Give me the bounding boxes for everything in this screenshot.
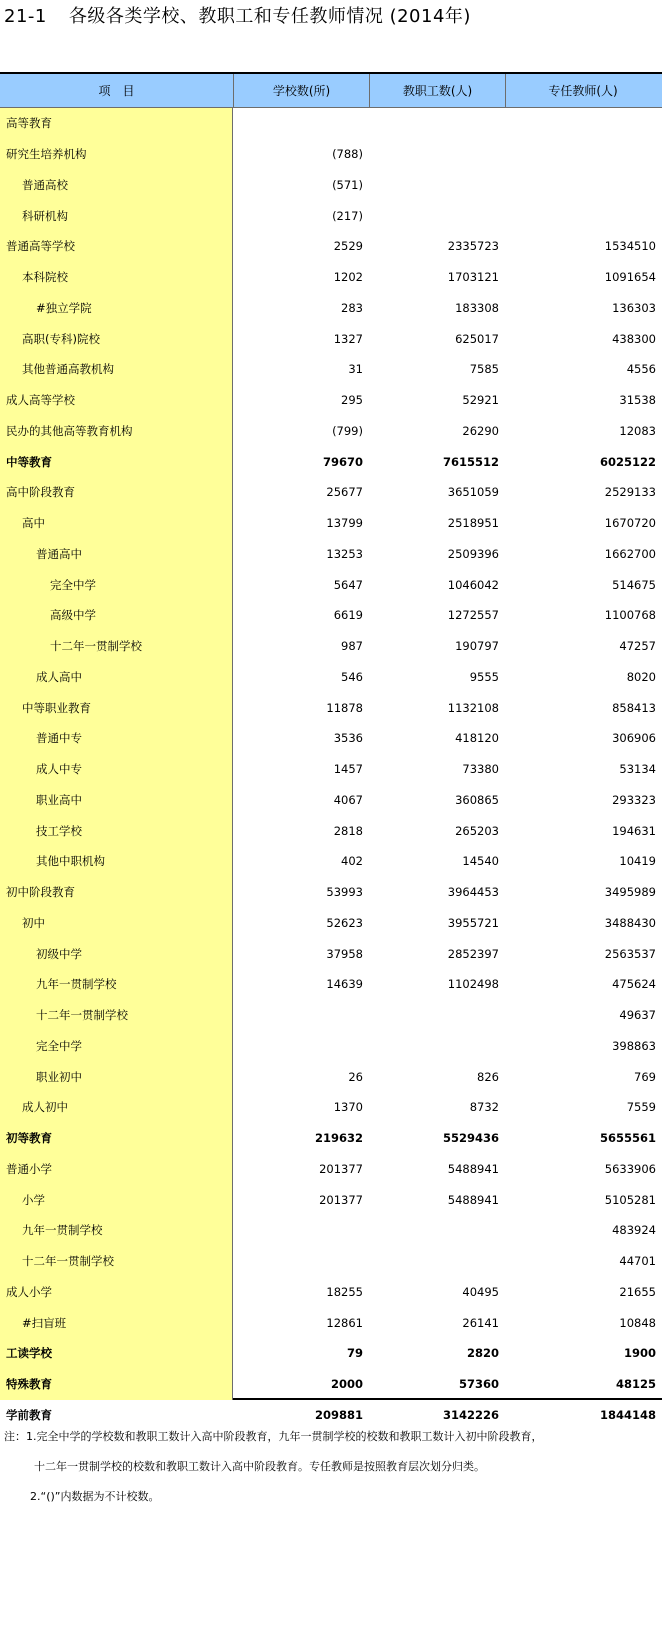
row-schools: 295: [341, 393, 363, 408]
row-schools: 31: [348, 362, 363, 377]
row-teachers: 5105281: [604, 1192, 656, 1207]
row-teachers: [505, 200, 660, 231]
row-staff: 625017: [455, 331, 499, 346]
table-row: [0, 938, 662, 969]
table-row: [0, 877, 662, 908]
table-row: [0, 569, 662, 600]
row-teachers: 1670720: [604, 516, 656, 531]
row-staff: 190797: [455, 639, 499, 654]
row-staff: 52921: [462, 393, 499, 408]
table-row: [0, 477, 662, 508]
row-schools: 4067: [333, 792, 363, 807]
row-staff: [369, 1246, 505, 1277]
row-teachers: 306906: [612, 731, 656, 746]
row-schools: 18255: [326, 1284, 363, 1299]
row-staff: [369, 1031, 505, 1062]
row-label: 十二年一贯制学校: [22, 1254, 114, 1269]
row-schools: [233, 1000, 369, 1031]
table-row: [0, 600, 662, 631]
row-teachers: [505, 170, 660, 201]
row-schools: [233, 1215, 369, 1246]
row-staff: 1102498: [447, 977, 499, 992]
row-label: 成人初中: [22, 1100, 68, 1115]
table-row: [0, 231, 662, 262]
table-row: [0, 1092, 662, 1123]
row-schools: 1370: [333, 1100, 363, 1115]
row-teachers: 53134: [619, 762, 656, 777]
row-staff: [369, 200, 505, 231]
row-schools: 26: [348, 1069, 363, 1084]
row-schools: 25677: [326, 485, 363, 500]
table-row: [0, 846, 662, 877]
table-row: [0, 1123, 662, 1154]
row-label: 成人高等学校: [6, 393, 75, 408]
table-row: [0, 1154, 662, 1185]
row-schools: 219632: [314, 1131, 363, 1146]
row-schools: 1327: [333, 331, 363, 346]
header-teachers: 专任教师(人): [505, 74, 660, 107]
table-row: [0, 1031, 662, 1062]
row-schools: 52623: [326, 915, 363, 930]
row-schools: 5647: [333, 577, 363, 592]
row-schools: 209881: [314, 1407, 363, 1422]
row-schools: 13253: [326, 546, 363, 561]
row-label: 十二年一贯制学校: [36, 1008, 128, 1023]
row-schools: 546: [341, 669, 363, 684]
row-staff: 5488941: [447, 1192, 499, 1207]
row-staff: 1272557: [447, 608, 499, 623]
row-teachers: 4556: [626, 362, 656, 377]
header-item: 项目: [98, 84, 147, 98]
row-staff: 826: [477, 1069, 499, 1084]
row-staff: 14540: [462, 854, 499, 869]
table-row: [0, 785, 662, 816]
row-staff: 7615512: [442, 454, 499, 469]
table-header: [0, 74, 662, 108]
row-label: #扫盲班: [22, 1315, 67, 1330]
row-label: 完全中学: [50, 577, 96, 592]
row-teachers: 1662700: [604, 546, 656, 561]
row-staff: 3651059: [447, 485, 499, 500]
row-schools: 987: [341, 639, 363, 654]
row-label: #独立学院: [36, 300, 92, 315]
row-staff: 3955721: [447, 915, 499, 930]
row-staff: 2509396: [447, 546, 499, 561]
row-label: 九年一贯制学校: [22, 1223, 103, 1238]
footnotes: [4, 1422, 543, 1512]
row-schools: 53993: [326, 885, 363, 900]
row-teachers: 1100768: [604, 608, 656, 623]
row-label: 高中阶段教育: [6, 485, 75, 500]
row-staff: 183308: [455, 300, 499, 315]
row-label: 成人中专: [36, 762, 82, 777]
row-teachers: 31538: [619, 393, 656, 408]
page-title: [4, 2, 471, 28]
row-schools: 2818: [333, 823, 363, 838]
row-teachers: 1534510: [604, 239, 656, 254]
table-row: [0, 354, 662, 385]
row-staff: 418120: [455, 731, 499, 746]
row-staff: 26290: [462, 423, 499, 438]
row-staff: 2820: [466, 1346, 499, 1361]
row-teachers: 136303: [612, 300, 656, 315]
row-schools: 1202: [333, 270, 363, 285]
row-teachers: 438300: [612, 331, 656, 346]
row-staff: [369, 1215, 505, 1246]
row-schools: 12861: [326, 1315, 363, 1330]
table-row: [0, 170, 662, 201]
row-staff: 8732: [469, 1100, 499, 1115]
row-schools: 37958: [326, 946, 363, 961]
table-row: [0, 1061, 662, 1092]
row-schools: 402: [341, 854, 363, 869]
table-row: [0, 1000, 662, 1031]
row-staff: 2335723: [447, 239, 499, 254]
table-row: [0, 385, 662, 416]
row-schools: 283: [341, 300, 363, 315]
row-teachers: 49637: [619, 1008, 656, 1023]
row-teachers: 10419: [619, 854, 656, 869]
footnote-1-continued: 十二年一贯制学校的校数和教职工数计入高中阶段教育。专任教师是按照教育层次划分归类。: [34, 1460, 485, 1473]
row-teachers: 47257: [619, 639, 656, 654]
row-teachers: 21655: [619, 1284, 656, 1299]
row-teachers: 398863: [612, 1038, 656, 1053]
row-schools: [233, 1031, 369, 1062]
row-teachers: 483924: [612, 1223, 656, 1238]
row-schools: 79670: [322, 454, 363, 469]
row-staff: 9555: [469, 669, 499, 684]
row-label: 学前教育: [6, 1407, 52, 1422]
row-staff: 3964453: [447, 885, 499, 900]
row-staff: 1703121: [447, 270, 499, 285]
table-row: [0, 969, 662, 1000]
row-schools: (788): [332, 147, 363, 162]
statistics-table: [0, 72, 662, 1422]
table-row: [0, 508, 662, 539]
table-row: [0, 1184, 662, 1215]
row-label: 小学: [22, 1192, 45, 1207]
row-label: 职业高中: [36, 792, 82, 807]
row-staff: 73380: [462, 762, 499, 777]
row-schools: 79: [346, 1346, 363, 1361]
header-staff: 教职工数(人): [369, 74, 505, 107]
row-staff: 1046042: [447, 577, 499, 592]
row-label: 职业初中: [36, 1069, 82, 1084]
row-staff: [369, 170, 505, 201]
row-staff: [369, 1000, 505, 1031]
row-teachers: 12083: [619, 423, 656, 438]
row-teachers: 8020: [626, 669, 656, 684]
row-schools: 11878: [326, 700, 363, 715]
row-schools: (799): [332, 423, 363, 438]
table-row: [0, 1277, 662, 1308]
row-staff: 7585: [469, 362, 499, 377]
row-label: 中等教育: [6, 454, 52, 469]
row-schools: 3536: [333, 731, 363, 746]
row-schools: [233, 1246, 369, 1277]
table-row: [0, 631, 662, 662]
row-teachers: 858413: [612, 700, 656, 715]
header-schools: 学校数(所): [233, 74, 369, 107]
row-teachers: 2563537: [604, 946, 656, 961]
row-label: 普通小学: [6, 1161, 52, 1176]
row-teachers: 514675: [612, 577, 656, 592]
row-schools: [233, 108, 369, 139]
row-schools: 201377: [319, 1161, 363, 1176]
table-row: [0, 1215, 662, 1246]
row-label: 其他普通高教机构: [22, 362, 114, 377]
row-teachers: 475624: [612, 977, 656, 992]
table-row: [0, 723, 662, 754]
row-label: 高中: [22, 516, 45, 531]
row-schools: 14639: [326, 977, 363, 992]
row-teachers: 6025122: [599, 454, 656, 469]
row-label: 初中阶段教育: [6, 885, 75, 900]
row-teachers: 194631: [612, 823, 656, 838]
row-schools: 6619: [333, 608, 363, 623]
row-teachers: 2529133: [604, 485, 656, 500]
row-teachers: 1844148: [599, 1407, 656, 1422]
row-staff: 1132108: [447, 700, 499, 715]
table-row: [0, 662, 662, 693]
table-body: [0, 108, 662, 1430]
row-schools: 13799: [326, 516, 363, 531]
row-teachers: 5655561: [599, 1131, 656, 1146]
table-number: 21-1: [4, 6, 47, 27]
row-label: 民办的其他高等教育机构: [6, 423, 133, 438]
row-label: 高职(专科)院校: [22, 331, 100, 346]
row-label: 特殊教育: [6, 1377, 52, 1392]
table-row: [0, 908, 662, 939]
row-teachers: 5633906: [604, 1161, 656, 1176]
row-teachers: 769: [634, 1069, 656, 1084]
row-schools: (571): [332, 177, 363, 192]
table-row: [0, 1338, 662, 1369]
row-schools: 1457: [333, 762, 363, 777]
row-staff: 5529436: [442, 1131, 499, 1146]
row-teachers: 3495989: [604, 885, 656, 900]
row-schools: 2000: [330, 1377, 363, 1392]
row-staff: 3142226: [442, 1407, 499, 1422]
row-staff: [369, 139, 505, 170]
footnote-2: 2.“()”内数据为不计校数。: [30, 1490, 160, 1503]
row-label: 工读学校: [6, 1346, 52, 1361]
row-schools: (217): [332, 208, 363, 223]
row-teachers: 7559: [626, 1100, 656, 1115]
table-row: [0, 262, 662, 293]
row-label: 普通高中: [36, 546, 82, 561]
row-label: 研究生培养机构: [6, 147, 87, 162]
row-label: 高级中学: [50, 608, 96, 623]
row-label: 九年一贯制学校: [36, 977, 117, 992]
row-label: 初级中学: [36, 946, 82, 961]
row-staff: 2518951: [447, 516, 499, 531]
table-row: [0, 293, 662, 324]
row-label: 普通中专: [36, 731, 82, 746]
row-teachers: [505, 108, 660, 139]
row-staff: 57360: [458, 1377, 499, 1392]
table-row: [0, 1369, 662, 1400]
row-staff: 5488941: [447, 1161, 499, 1176]
row-label: 初等教育: [6, 1131, 52, 1146]
row-staff: 360865: [455, 792, 499, 807]
table-row: [0, 754, 662, 785]
row-teachers: [505, 139, 660, 170]
row-label: 高等教育: [6, 116, 52, 131]
footnote-1: 注：1.完全中学的学校数和教职工数计入高中阶段教育，九年一贯制学校的校数和教职工数计入初中阶段教育，: [4, 1430, 543, 1443]
row-label: 本科院校: [22, 270, 68, 285]
row-label: 成人小学: [6, 1284, 52, 1299]
row-label: 普通高等学校: [6, 239, 75, 254]
row-label: 成人高中: [36, 669, 82, 684]
row-schools: 201377: [319, 1192, 363, 1207]
row-label: 中等职业教育: [22, 700, 91, 715]
row-teachers: 44701: [619, 1254, 656, 1269]
row-staff: 2852397: [447, 946, 499, 961]
row-staff: 265203: [455, 823, 499, 838]
table-row: [0, 323, 662, 354]
table-row: [0, 692, 662, 723]
row-staff: 26141: [462, 1315, 499, 1330]
row-teachers: 1091654: [604, 270, 656, 285]
row-teachers: 1900: [623, 1346, 656, 1361]
row-teachers: 48125: [615, 1377, 656, 1392]
row-label: 技工学校: [36, 823, 82, 838]
table-row: [0, 1246, 662, 1277]
row-label: 其他中职机构: [36, 854, 105, 869]
table-row: [0, 416, 662, 447]
row-label: 初中: [22, 915, 45, 930]
row-label: 普通高校: [22, 177, 68, 192]
row-label: 完全中学: [36, 1038, 82, 1053]
table-row: [0, 446, 662, 477]
table-row: [0, 539, 662, 570]
table-row: [0, 815, 662, 846]
table-row: [0, 139, 662, 170]
table-row: [0, 108, 662, 139]
row-schools: 2529: [333, 239, 363, 254]
row-staff: [369, 108, 505, 139]
row-teachers: 10848: [619, 1315, 656, 1330]
table-title: 各级各类学校、教职工和专任教师情况 (2014年): [68, 6, 471, 27]
row-teachers: 3488430: [604, 915, 656, 930]
row-label: 十二年一贯制学校: [50, 639, 142, 654]
table-row: [0, 1307, 662, 1338]
row-staff: 40495: [462, 1284, 499, 1299]
row-label: 科研机构: [22, 208, 68, 223]
row-teachers: 293323: [612, 792, 656, 807]
table-row: [0, 200, 662, 231]
